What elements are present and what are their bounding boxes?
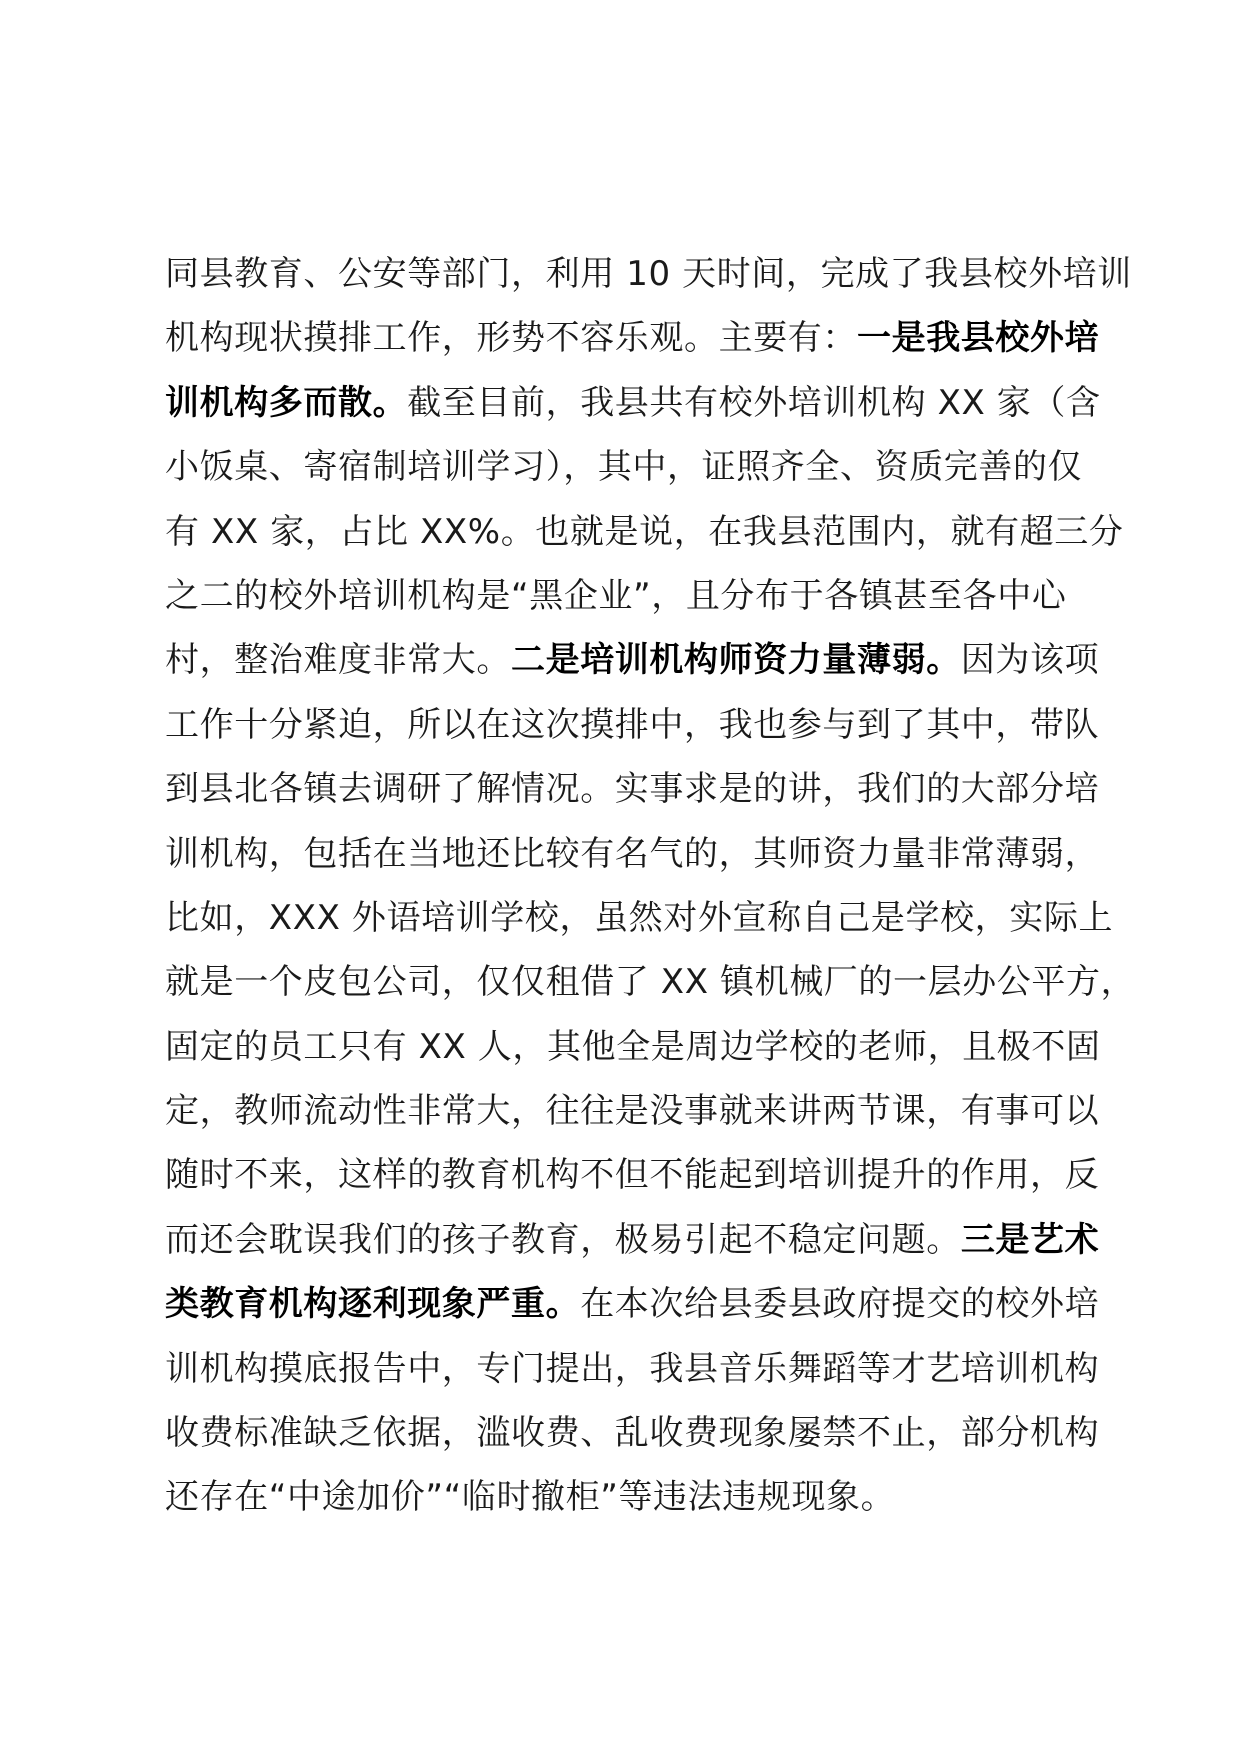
text-line <box>165 757 1100 821</box>
text-line <box>165 500 1124 564</box>
text-line <box>165 564 1095 628</box>
text-line <box>165 1337 1100 1401</box>
text-segment: 定，教师流动性非常大，往往是没事就来讲两节课，有事可以 <box>165 1091 1100 1132</box>
text-segment: 有 XX 家，占比 XX%。也就是说，在我县范围内，就有超三分 <box>165 511 1124 552</box>
bold-text-segment: 二是培训机构师资力量薄弱。 <box>511 640 961 681</box>
text-line <box>165 628 1100 692</box>
text-line <box>165 1465 1095 1529</box>
text-line <box>165 306 1100 370</box>
text-segment: 还存在“中途加价”“临时撤柜”等违法违规现象。 <box>165 1477 896 1518</box>
text-segment: 训机构，包括在当地还比较有名气的，其师资力量非常薄弱， <box>165 833 1100 874</box>
text-line <box>165 1272 1100 1336</box>
text-segment: 收费标准缺乏依据，滥收费、乱收费现象屡禁不止，部分机构 <box>165 1413 1100 1454</box>
text-segment: 到县北各镇去调研了解情况。实事求是的讲，我们的大部分培 <box>165 769 1100 810</box>
text-segment: 小饭桌、寄宿制培训学习），其中，证照齐全、资质完善的仅 <box>165 447 1083 488</box>
body-paragraph <box>165 242 1136 1530</box>
text-segment: 村，整治难度非常大。 <box>165 640 511 681</box>
text-segment: 在本次给县委县政府提交的校外培 <box>580 1284 1100 1325</box>
bold-text-segment: 一是我县校外培 <box>857 318 1100 359</box>
text-segment: 机构现状摸排工作，形势不容乐观。主要有： <box>165 318 857 359</box>
text-segment: 之二的校外培训机构是“黑企业”，且分布于各镇甚至各中心 <box>165 575 1067 616</box>
text-segment: 训机构摸底报告中，专门提出，我县音乐舞蹈等才艺培训机构 <box>165 1348 1100 1389</box>
text-segment: 而还会耽误我们的孩子教育，极易引起不稳定问题。 <box>165 1219 961 1260</box>
text-line <box>165 693 1100 757</box>
text-line <box>165 435 1095 499</box>
text-segment: 工作十分紧迫，所以在这次摸排中，我也参与到了其中，带队 <box>165 704 1100 745</box>
text-segment: 就是一个皮包公司，仅仅租借了 XX 镇机械厂的一层办公平方， <box>165 962 1136 1003</box>
text-segment: 随时不来，这样的教育机构不但不能起到培训提升的作用，反 <box>165 1155 1100 1196</box>
text-line <box>165 1401 1100 1465</box>
bold-text-segment: 三是艺术 <box>960 1219 1100 1260</box>
text-line <box>165 822 1100 886</box>
text-line <box>165 1143 1100 1207</box>
text-line <box>165 242 1132 306</box>
bold-text-segment: 训机构多而散。 <box>165 382 408 423</box>
text-segment: 因为该项 <box>960 640 1100 681</box>
text-line <box>165 950 1136 1014</box>
text-line <box>165 1208 1100 1272</box>
text-segment: 固定的员工只有 XX 人，其他全是周边学校的老师，且极不固 <box>165 1026 1101 1067</box>
text-segment: 比如，XXX 外语培训学校，虽然对外宣称自己是学校，实际上 <box>165 897 1114 938</box>
text-line <box>165 1079 1100 1143</box>
bold-text-segment: 类教育机构逐利现象严重。 <box>165 1284 581 1325</box>
text-line <box>165 886 1114 950</box>
text-line <box>165 1015 1101 1079</box>
text-segment: 同县教育、公安等部门，利用 10 天时间，完成了我县校外培训 <box>165 254 1132 294</box>
text-segment: 截至目前，我县共有校外培训机构 XX 家（含 <box>407 382 1101 423</box>
text-line <box>165 371 1101 435</box>
